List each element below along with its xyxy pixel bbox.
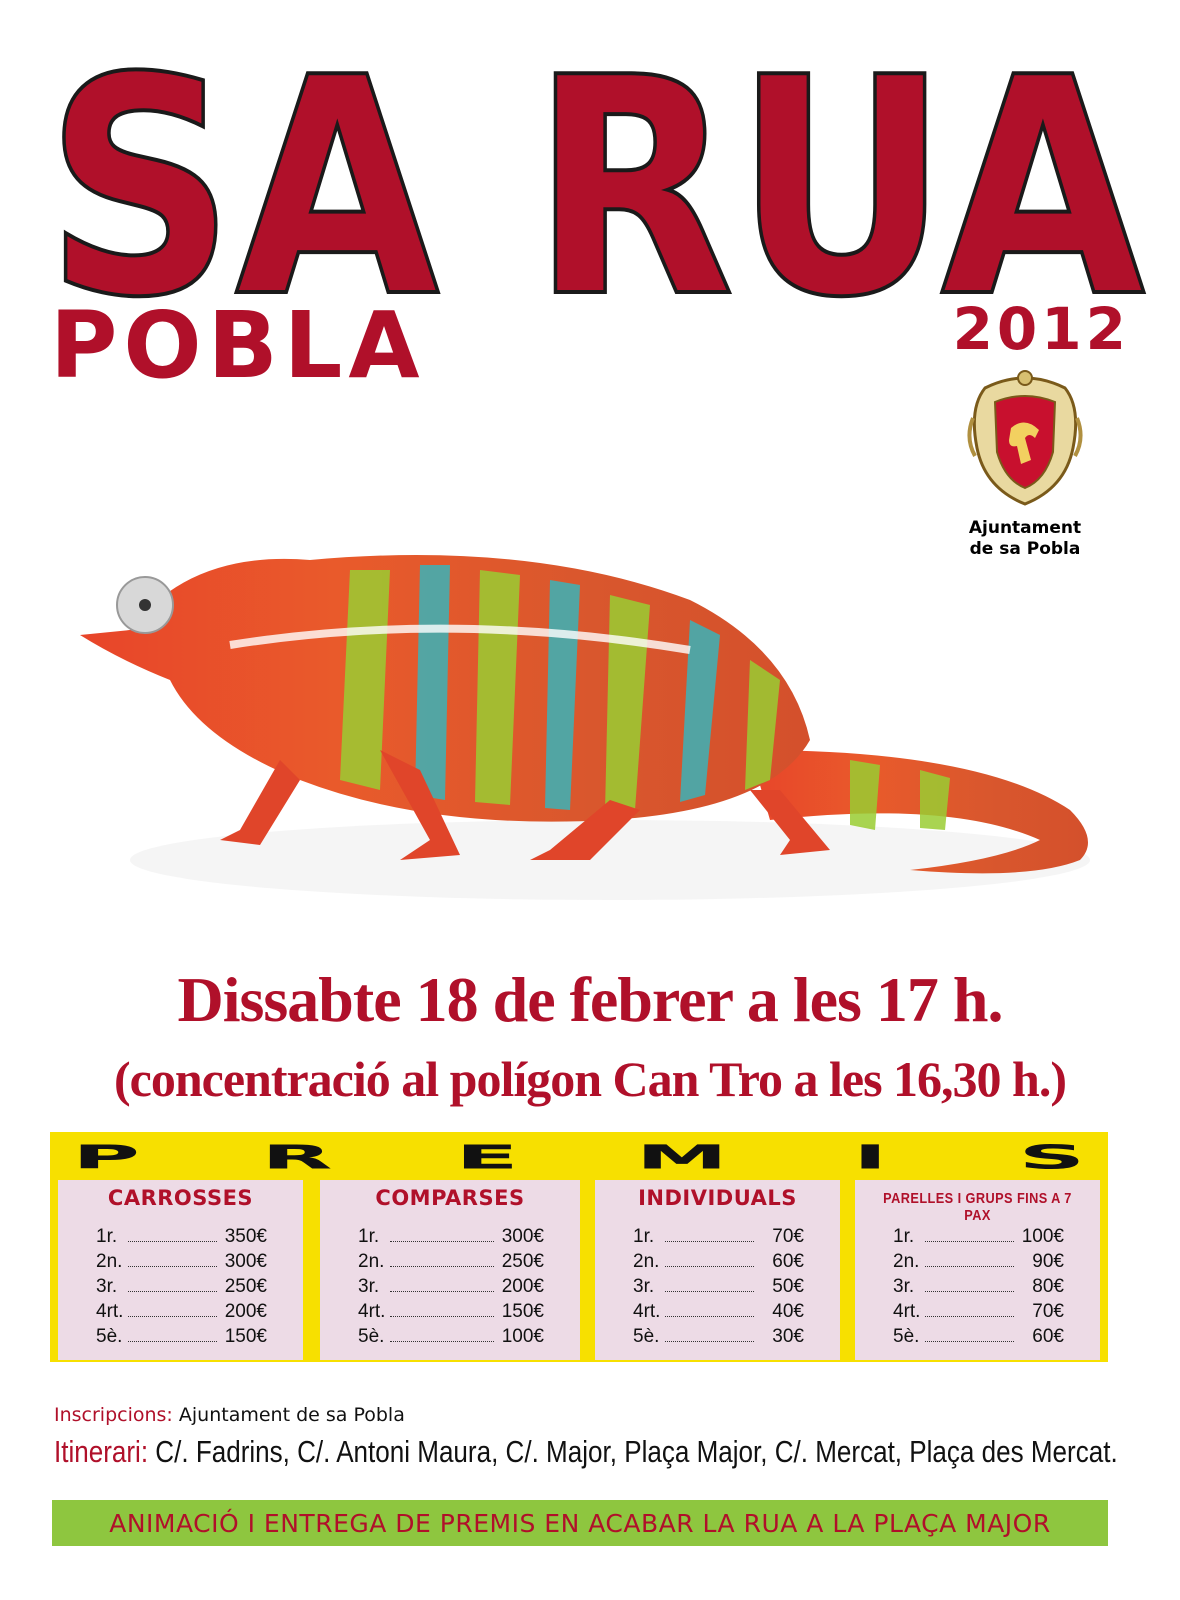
prize-row xyxy=(633,1301,804,1326)
prize-amount: 100€ xyxy=(501,1326,544,1347)
prize-position: 4rt. xyxy=(893,1301,921,1322)
prize-row xyxy=(633,1226,804,1251)
prize-category-title: COMPARSES xyxy=(375,1186,525,1210)
prize-row xyxy=(893,1276,1064,1301)
prizes-title-letter: I xyxy=(852,1138,888,1177)
prize-list xyxy=(893,1226,1064,1351)
prize-row xyxy=(96,1226,267,1251)
event-date: Dissabte 18 de febrer a les 17 h. xyxy=(177,964,1003,1035)
prize-amount: 350€ xyxy=(224,1226,267,1247)
prize-row xyxy=(96,1276,267,1301)
prize-row xyxy=(893,1326,1064,1351)
prize-category-title: INDIVIDUALS xyxy=(638,1186,797,1210)
prize-position: 2n. xyxy=(96,1251,123,1272)
prize-category-parelles-grups xyxy=(855,1180,1100,1360)
prize-position: 3r. xyxy=(893,1276,915,1297)
prize-category-comparses xyxy=(320,1180,580,1360)
prize-row xyxy=(893,1251,1064,1276)
prize-amount: 200€ xyxy=(224,1301,267,1322)
prize-position: 5è. xyxy=(358,1326,385,1347)
prize-row xyxy=(358,1326,544,1351)
prize-row xyxy=(96,1301,267,1326)
prize-row xyxy=(358,1226,544,1251)
prize-position: 1r. xyxy=(893,1226,915,1247)
main-title xyxy=(40,30,1150,310)
year-label: 2012 xyxy=(952,295,1130,363)
prize-position: 5è. xyxy=(633,1326,660,1347)
prize-position: 3r. xyxy=(633,1276,655,1297)
prize-position: 2n. xyxy=(358,1251,385,1272)
prize-amount: 250€ xyxy=(224,1276,267,1297)
prize-category-title: PARELLES I GRUPS FINS A 7 PAX xyxy=(883,1190,1072,1224)
town-title: POBLA xyxy=(50,292,426,399)
prizes-title-letter: R xyxy=(261,1138,333,1177)
prize-amount: 70€ xyxy=(772,1226,804,1247)
footer-banner xyxy=(52,1500,1108,1546)
crest-label-line1: Ajuntament xyxy=(968,518,1082,538)
prize-list xyxy=(96,1226,267,1351)
prize-position: 5è. xyxy=(96,1326,123,1347)
prize-amount: 150€ xyxy=(501,1301,544,1322)
prize-amount: 40€ xyxy=(772,1301,804,1322)
prize-row xyxy=(633,1326,804,1351)
prize-position: 5è. xyxy=(893,1326,920,1347)
route-line xyxy=(54,1434,1118,1470)
prizes-title-letter: S xyxy=(1018,1138,1086,1177)
prize-row xyxy=(358,1301,544,1326)
prize-position: 1r. xyxy=(633,1226,655,1247)
prize-row xyxy=(96,1326,267,1351)
prize-amount: 150€ xyxy=(224,1326,267,1347)
prize-category-title: CARROSSES xyxy=(107,1186,254,1210)
prize-position: 2n. xyxy=(633,1251,660,1272)
chameleon-illustration xyxy=(50,540,1130,960)
crest-label-line2: de sa Pobla xyxy=(969,539,1081,559)
prize-amount: 90€ xyxy=(1032,1251,1064,1272)
prize-amount: 300€ xyxy=(224,1251,267,1272)
prizes-panel xyxy=(50,1132,1108,1362)
prize-amount: 60€ xyxy=(1032,1326,1064,1347)
route-value: C/. Fadrins, C/. Antoni Maura, C/. Major, Plaça Major, C/. Mercat, Plaça des Mercat. xyxy=(155,1434,1118,1469)
prize-position: 2n. xyxy=(893,1251,920,1272)
inscriptions-label: Inscripcions: xyxy=(54,1404,173,1426)
prize-row xyxy=(893,1226,1064,1251)
prize-amount: 200€ xyxy=(501,1276,544,1297)
prize-amount: 250€ xyxy=(501,1251,544,1272)
prize-category-carrosses xyxy=(58,1180,303,1360)
prize-row xyxy=(358,1276,544,1301)
prizes-title-letter: E xyxy=(455,1138,519,1177)
prize-row xyxy=(633,1276,804,1301)
prize-position: 4rt. xyxy=(96,1301,124,1322)
inscriptions-line xyxy=(54,1404,405,1426)
prizes-title-letter: P xyxy=(72,1138,140,1177)
prize-position: 4rt. xyxy=(633,1301,661,1322)
prize-list xyxy=(358,1226,544,1351)
prize-row xyxy=(893,1301,1064,1326)
prize-position: 4rt. xyxy=(358,1301,386,1322)
prize-position: 1r. xyxy=(358,1226,380,1247)
main-title-text: SA RUA xyxy=(45,30,1147,310)
coat-of-arms-icon xyxy=(965,368,1085,508)
route-label: Itinerari: xyxy=(54,1434,149,1469)
prize-amount: 50€ xyxy=(772,1276,804,1297)
prize-position: 3r. xyxy=(96,1276,118,1297)
prize-position: 1r. xyxy=(96,1226,118,1247)
prize-amount: 300€ xyxy=(501,1226,544,1247)
prize-amount: 30€ xyxy=(772,1326,804,1347)
footer-banner-text: ANIMACIÓ I ENTREGA DE PREMIS EN ACABAR LA RUA A LA PLAÇA MAJOR xyxy=(109,1508,1051,1538)
inscriptions-value: Ajuntament de sa Pobla xyxy=(178,1404,405,1426)
event-meeting-point: (concentració al polígon Can Tro a les 16,30 h.) xyxy=(114,1051,1066,1107)
prize-position: 3r. xyxy=(358,1276,380,1297)
prize-row xyxy=(358,1251,544,1276)
prize-amount: 70€ xyxy=(1032,1301,1064,1322)
prize-amount: 100€ xyxy=(1021,1226,1064,1247)
prize-category-individuals xyxy=(595,1180,840,1360)
prize-row xyxy=(96,1251,267,1276)
prize-amount: 60€ xyxy=(772,1251,804,1272)
prizes-title xyxy=(72,1138,1086,1178)
prize-list xyxy=(633,1226,804,1351)
prize-amount: 80€ xyxy=(1032,1276,1064,1297)
prize-row xyxy=(633,1251,804,1276)
prizes-title-letter: M xyxy=(636,1138,729,1177)
